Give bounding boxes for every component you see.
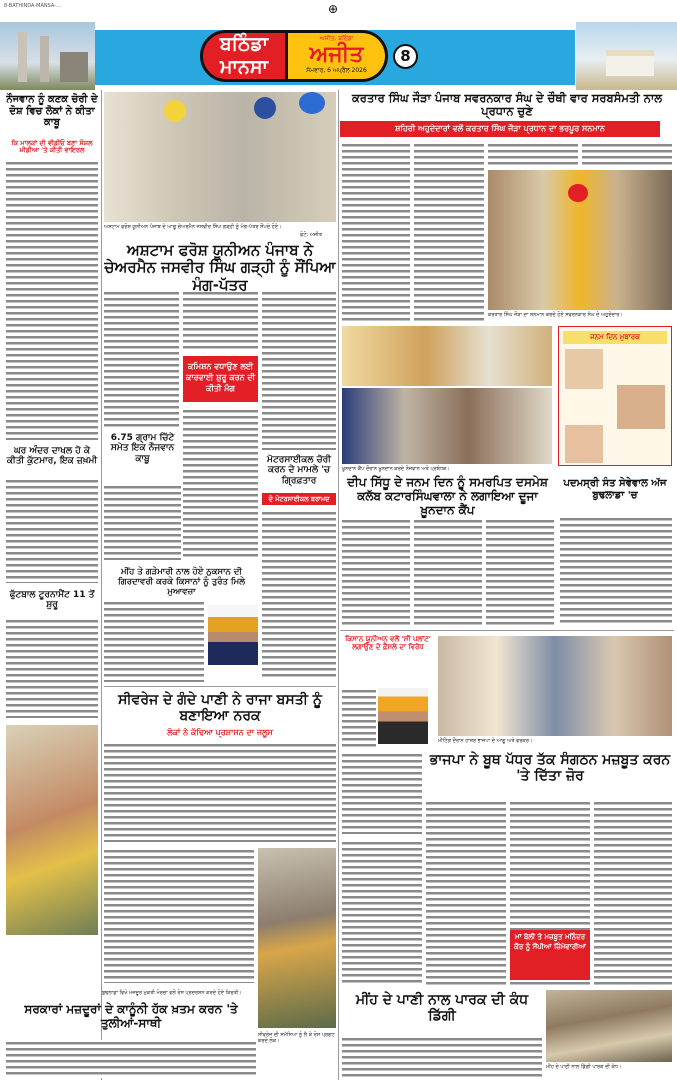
right-misc-body [342,840,422,985]
middle-story5-body [104,848,254,983]
brand-logo: ਅਜੀਤ [309,42,364,67]
memorandum-photo [104,92,336,222]
print-slug: 8-BATHINDA-MANSA-... [4,3,61,9]
kisan-leader-portrait [378,688,428,744]
edition-name-top: ਬਠਿੰਡਾ [219,33,269,55]
middle-story4-headline: ਮੀਂਹ ਤੇ ਗੜੇਮਾਰੀ ਨਾਲ ਹੋਏ ਨੁਕਸਾਨ ਦੀ ਗਿਰਦਾਵਰੀ ਕਰਕੇ ਕਿਸਾਨਾਂ ਨੂੰ ਤੁਰੰਤ ਮਿਲੇ ਮੁਆਵਜ਼ਾ [118,567,245,597]
bjp-body [426,800,506,985]
middle-story3-headline: ਮੋਟਰਸਾਈਕਲ ਚੋਰੀ ਕਰਨ ਦੇ ਮਾਮਲੇ 'ਚ ਗ੍ਰਿਫ਼ਤਾਰ [267,455,331,486]
middle-lead-body [183,408,258,558]
middle-story2-body [104,484,181,560]
blood-donation-body [342,518,410,626]
issue-date: ਸੋਮਵਾਰ, 6 ਅਪ੍ਰੈਲ 2026 [306,67,367,74]
blood-donation-caption: ਖ਼ੂਨਦਾਨ ਕੈਂਪ ਦੌਰਾਨ ਖ਼ੂਨਦਾਨ ਕਰਦੇ ਨੌਜਵਾਨ ਅਤੇ ਪ੍ਰਬੰਧਕ। [342,466,450,472]
bjp-highlight-box: ਮਾਂ ਬੋਲੀ ਤੇ ਮਜ਼ਬੂਤ ਮਨਿੰਦਰ ਕੌਰ ਨੂੰ ਸੌਂਪੀਆਂ ਜ਼ਿੰਮੇਵਾਰੀਆਂ [510,930,590,980]
wall-photo-caption: ਮੀਂਹ ਦੇ ਪਾਣੀ ਨਾਲ ਡਿੱਗੀ ਪਾਰਕ ਦੀ ਕੰਧ। [546,1064,622,1070]
left-story4-headline: ਸਰਕਾਰਾਂ ਮਜ਼ਦੂਰਾਂ ਦੇ ਕਾਨੂੰਨੀ ਹੱਕ ਖ਼ਤਮ ਕਰਨ 'ਤੇ ਤੁਲੀਆਂ-ਸਾਥੀ [24,1002,238,1030]
bjp-meeting-caption: ਮੀਟਿੰਗ ਦੌਰਾਨ ਹਾਜ਼ਰ ਭਾਜਪਾ ਦੇ ਆਗੂ ਅਤੇ ਵਰਕਰ। [438,738,533,744]
middle-story5-body [104,742,336,842]
right-lead-body [582,142,672,166]
child-photo [565,425,603,463]
middle-lead-highlight-box: ਕਮਿਸ਼ਨ ਵਧਾਉਣ ਲਈ ਕਾਰਵਾਈ ਸ਼ੁਰੂ ਕਰਨ ਦੀ ਕੀਤੀ ਮੰਗ [183,356,258,402]
protest-photo-caption: ਬੁਢਲਾਡਾ ਵਿਖੇ ਮਜ਼ਦੂਰ ਮੁਕਤੀ ਮੋਰਚਾ ਵਲੋਂ ਰੋਸ ਪ੍ਰਦਰਸ਼ਨ ਕਰਦੇ ਹੋਏ ਕਿਰਤੀ। [102,990,242,996]
middle-story5-headline: ਸੀਵਰੇਜ ਦੇ ਗੰਦੇ ਪਾਣੀ ਨੇ ਰਾਜਾ ਬਸਤੀ ਨੂੰ ਬਣਾਇਆ ਨਰਕ [118,692,322,725]
edition-name-bottom: ਮਾਨਸਾ [220,56,268,78]
right-lead-body [414,142,484,322]
right-lead-subheadline: ਸ਼ਹਿਰੀ ਅਹੁਦੇਦਾਰਾਂ ਵਲੋਂ ਕਰਤਾਰ ਸਿੰਘ ਜੌੜਾ ਪ੍ਰਧਾਨ ਦਾ ਭਰਪੂਰ ਸਨਮਾਨ [340,121,660,137]
blood-donation-photo-bottom [342,388,552,464]
left-story2-headline: ਘਰ ਅੰਦਰ ਦਾਖਲ ਹੋ ਕੇ ਕੀਤੀ ਕੁੱਟਮਾਰ, ਇਕ ਜ਼ਖ਼ਮੀ [6,446,98,467]
kisan-headline: ਕਿਸਾਨ ਯੂਨੀਅਨ ਵਲੋਂ 'ਸੀ ਪਲਾਂਟ' ਲਗਾਉਣ ਦੇ ਫ਼ੈਸਲੇ ਦਾ ਵਿਰੋਧ [345,635,431,652]
padamshri-body [560,516,672,626]
blood-donation-body [414,518,482,626]
photo-credit: ਫੋਟੋ: ਅਜੀਤ [300,232,323,238]
middle-story3-body [262,510,336,680]
wall-collapse-body [342,1036,542,1078]
masthead-subline: ਅਜੀਤ, ਬਠਿੰਡਾ [319,35,354,42]
left-story3-body [6,618,98,718]
left-story1-body [6,160,98,440]
sewerage-protest-photo [258,848,336,1028]
right-misc-body [342,752,422,834]
middle-story2-headline: 6.75 ਗ੍ਰਾਮ ਚਿੱਟੇ ਸਮੇਤ ਇਕ ਨੌਜਵਾਨ ਕਾਬੂ [104,433,181,464]
right-lead-headline: ਕਰਤਾਰ ਸਿੰਘ ਜੌੜਾ ਪੰਜਾਬ ਸਵਰਨਕਾਰ ਸੰਘ ਦੇ ਚੌਥੀ ਵਾਰ ਸਰਬਸੰਮਤੀ ਨਾਲ ਪ੍ਰਧਾਨ ਚੁਣੇ [351,91,663,119]
middle-lead-body [262,290,336,450]
birthday-box [558,326,672,466]
blood-donation-headline: ਦੀਪ ਸਿੱਧੂ ਦੇ ਜਨਮ ਦਿਨ ਨੂੰ ਸਮਰਪਿਤ ਦਸਮੇਸ਼ ਕਲੱਬ ਕਟਾਰਸਿੰਘਵਾਲਾ ਨੇ ਲਗਾਇਆ ਦੂਜਾ ਖ਼ੂਨਦਾਨ ਕੈਂਪ [347,475,548,517]
blood-donation-photo-top [342,326,552,386]
bjp-headline: ਭਾਜਪਾ ਨੇ ਬੂਥ ਪੱਧਰ ਤੱਕ ਸੰਗਠਨ ਮਜ਼ਬੂਤ ਕਰਨ 'ਤੇ ਦਿੱਤਾ ਜ਼ੋਰ [429,752,671,785]
sewerage-photo-caption: ਸੀਵਰੇਜ ਦੀ ਸਮੱਸਿਆ ਨੂੰ ਲੈ ਕੇ ਰੋਸ ਪ੍ਰਗਟ ਕਰਦੇ ਲੋਕ। [258,1032,335,1044]
left-story1-headline: ਨੌਜਵਾਨ ਨੂੰ ਕਣਕ ਚੋਰੀ ਦੇ ਦੋਸ਼ ਵਿਚ ਲੋਕਾਂ ਨੇ ਕੀਤਾ ਕਾਬੂ [6,94,98,128]
middle-lead-headline: ਅਸ਼ਟਾਮ ਫਰੋਸ਼ ਯੂਨੀਅਨ ਪੰਜਾਬ ਨੇ ਚੇਅਰਮੈਨ ਜਸਵੀਰ ਸਿੰਘ ਗੜ੍ਹੀ ਨੂੰ ਸੌਂਪਿਆ ਮੰਗ-ਪੱਤਰ [104,241,336,294]
wall-collapse-headline: ਮੀਂਹ ਦੇ ਪਾਣੀ ਨਾਲ ਪਾਰਕ ਦੀ ਕੰਧ ਡਿੱਗੀ [355,992,529,1025]
bjp-body [594,800,672,985]
blood-donation-body [486,518,554,626]
left-story4-body [6,1040,256,1078]
child-photo [565,349,603,389]
farmer-leader-portrait [208,605,258,665]
middle-story4-body [104,600,204,682]
padamshri-headline: ਪਦਮਸ੍ਰੀ ਸੰਤ ਸੇਵੇਵਾਲ ਅੱਜ ਬੁਢਲਾਡਾ 'ਚ [563,478,667,501]
protest-photo [6,725,98,935]
registration-mark-icon: ⊕ [328,2,339,16]
middle-lead-body [104,290,179,428]
honour-photo-caption: ਕਰਤਾਰ ਸਿੰਘ ਜੌੜਾ ਦਾ ਸਨਮਾਨ ਕਰਦੇ ਹੋਏ ਸਵਰਨਕਾਰ ਸੰਘ ਦੇ ਅਹੁਦੇਦਾਰ। [488,312,623,318]
child-photo [617,385,665,429]
left-story1-subheadline: ਕਿ ਮਾਲਕਾਂ ਦੀ ਵੀਡੀਓ ਬਣਾ ਸੋਸ਼ਲ ਮੀਡੀਆ 'ਤੇ ਕੀਤੀ ਵਾਇਰਲ [11,139,93,155]
middle-story5-subheadline: ਲੋਕਾਂ ਨੇ ਕੱਢਿਆ ਪ੍ਰਸ਼ਾਸਨ ਦਾ ਜਲੂਸ [167,728,273,737]
honour-ceremony-photo [488,170,672,310]
industrial-plant-photo [0,22,95,90]
birthday-title: ਜਨਮ ਦਿਨ ਮੁਬਾਰਕ [563,331,667,344]
page-number: 8 [393,44,418,69]
right-lead-body [488,142,578,166]
kisan-body [342,688,376,748]
memorandum-photo-caption: ਅਸ਼ਟਾਮ ਫਰੋਸ਼ ਯੂਨੀਅਨ ਪੰਜਾਬ ਦੇ ਆਗੂ ਚੇਅਰਮੈਨ ਜਸਵੀਰ ਸਿੰਘ ਗੜ੍ਹੀ ਨੂੰ ਮੰਗ-ਪੱਤਰ ਸੌਂਪਦੇ ਹੋਏ। [104,224,282,230]
bjp-meeting-photo [438,636,672,736]
middle-story3-highlight: ਦੋ ਮੋਟਰਸਾਈਕਲ ਬਰਾਮਦ [262,493,336,505]
right-lead-body [342,142,410,322]
left-story2-body [6,478,98,583]
middle-lead-body [183,290,258,350]
gurdwara-photo [576,22,677,90]
collapsed-wall-photo [546,990,672,1062]
left-story3-headline: ਫੁੱਟਬਾਲ ਟੂਰਨਾਮੈਂਟ 11 ਤੋਂ ਸ਼ੁਰੂ [9,590,95,611]
